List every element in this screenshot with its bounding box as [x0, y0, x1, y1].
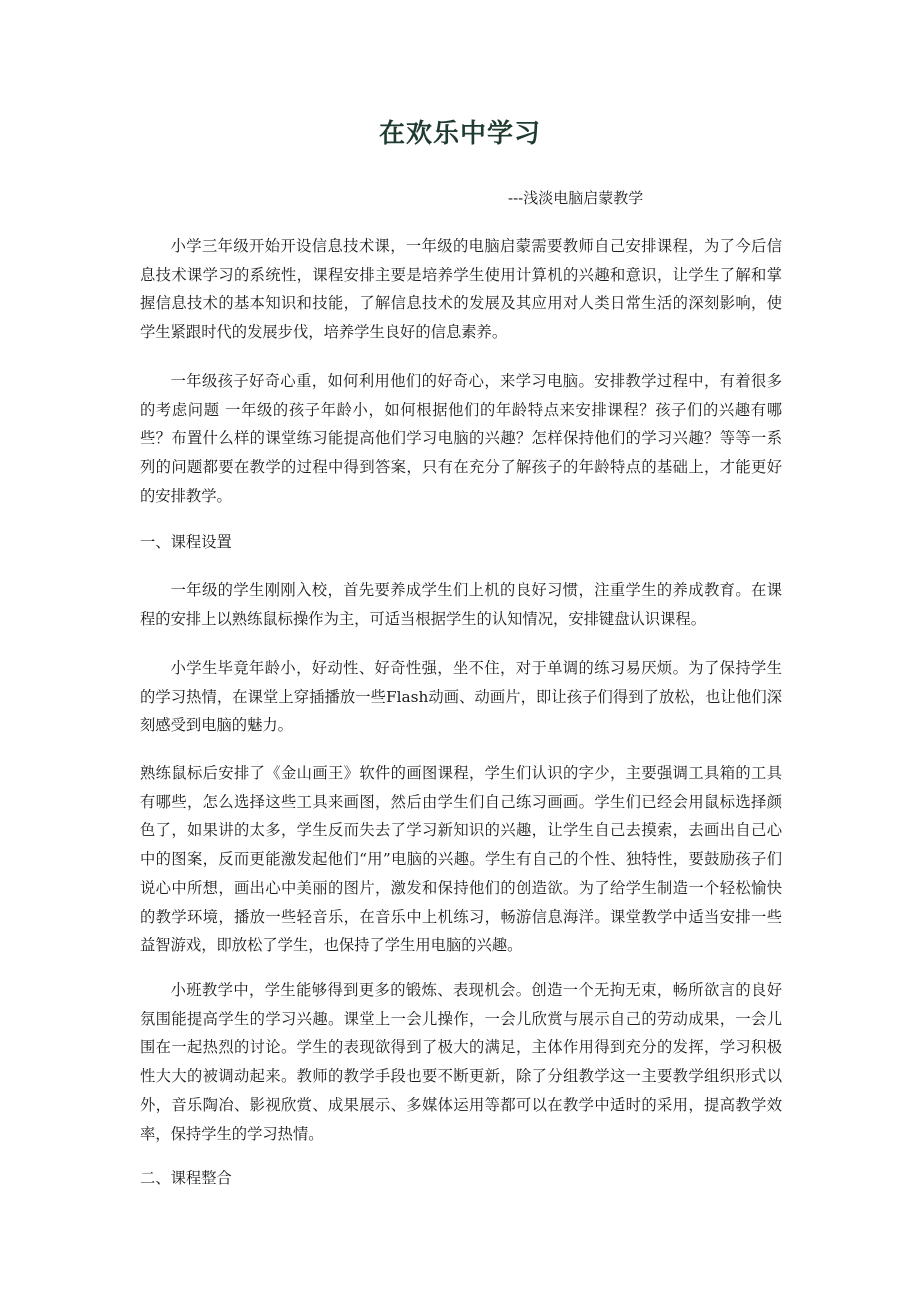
paragraph-flash: 小学生毕竟年龄小，好动性、好奇性强，坐不住，对于单调的练习易厌烦。为了保持学生的学习热情，在课堂上穿插播放一些Flash动画、动画片，即让孩子们得到了放松，也让他们深刻感受到电脑的魅力。: [140, 659, 782, 735]
paragraph-habits: 一年级的学生刚刚入校，首先要养成学生们上机的良好习惯，注重学生的养成教育。在课程的安排上以熟练鼠标操作为主，可适当根据学生的认知情况，安排键盘认识课程。: [140, 581, 782, 628]
document-subtitle: ---浅淡电脑启蒙教学: [508, 189, 644, 207]
paragraph-intro: 小学三年级开始开设信息技术课，一年级的电脑启蒙需要教师自己安排课程，为了今后信息技术课学习的系统性，课程安排主要是培养学生使用计算机的兴趣和意识，让学生了解和掌握信息技术的基本知识和技能，了解信息技术的发展及其应用对人类日常生活的深刻影响，使学生紧跟时代的发展步伐，培养学生良好的信息素养。: [140, 237, 782, 342]
paragraph-small-class: 小班教学中，学生能够得到更多的锻炼、表现机会。创造一个无拘无束，畅所欲言的良好氛围能提高学生的学习兴趣。课堂上一会儿操作，一会儿欣赏与展示自己的劳动成果，一会儿围在一起热烈的讨论。学生的表现欲得到了极大的满足，主体作用得到充分的发挥，学习积极性大大的被调动起来。教师的教学手段也要不断更新，除了分组教学这一主要教学组织形式以外，音乐陶冶、影视欣赏、成果展示、多媒体运用等都可以在教学中适时的采用，提高教学效率，保持学生的学习热情。: [140, 981, 782, 1143]
paragraph-curiosity: 一年级孩子好奇心重，如何利用他们的好奇心，来学习电脑。安排教学过程中，有着很多的考虑问题 一年级的孩子年龄小，如何根据他们的年龄特点来安排课程？孩子们的兴趣有哪些？布置什么样的课堂练习能提高他们学习电脑的兴趣？怎样保持他们的学习兴趣？等等一系列的问题都要在教学的过程中得到答案，只有在充分了解孩子的年龄特点的基础上，才能更好的安排教学。: [140, 372, 782, 505]
paragraph-drawing: 熟练鼠标后安排了《金山画王》软件的画图课程，学生们认识的字少，主要强调工具箱的工具有哪些，怎么选择这些工具来画图，然后由学生们自己练习画画。学生们已经会用鼠标选择颜色了，如果讲的太多，学生反而失去了学习新知识的兴趣，让学生自己去摸索，去画出自己心中的图案，反而更能激发起他们“用”电脑的兴趣。学生有自己的个性、独特性，要鼓励孩子们说心中所想，画出心中美丽的图片，激发和保持他们的创造欲。为了给学生制造一个轻松愉快的教学环境，播放一些轻音乐，在音乐中上机练习，畅游信息海洋。课堂教学中适当安排一些益智游戏，即放松了学生，也保持了学生用电脑的兴趣。: [140, 764, 782, 955]
section-heading-course-integration: 二、课程整合: [140, 1169, 232, 1187]
section-heading-course-setup: 一、课程设置: [140, 533, 232, 551]
document-title: 在欢乐中学习: [378, 119, 541, 149]
